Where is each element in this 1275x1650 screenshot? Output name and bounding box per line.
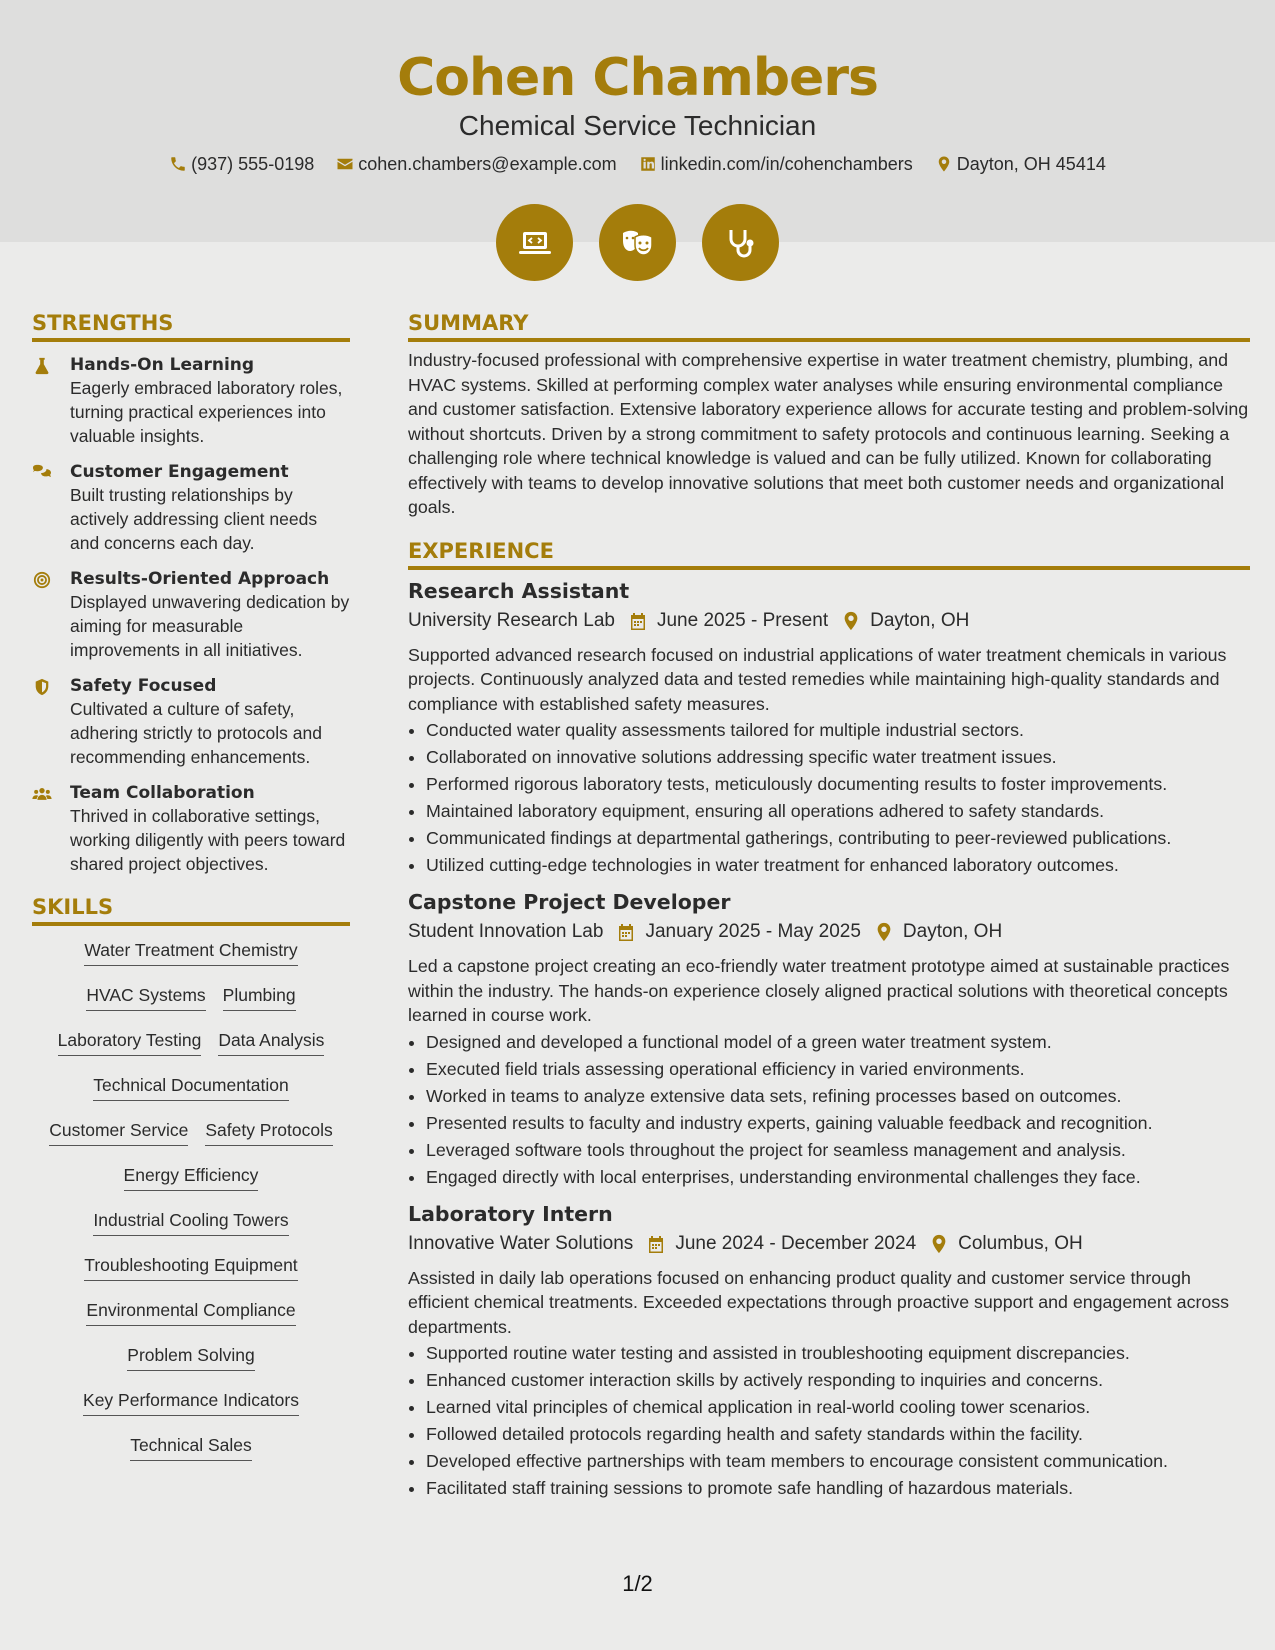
job-meta [408,919,1250,945]
strength-item [32,461,350,555]
job-bullet: • Developed effective partnerships with team members to encourage consistent communication. [426,1448,1250,1475]
skill-tag: Safety Protocols [205,1118,332,1146]
job-dates: June 2024 - December 2024 [675,1232,917,1254]
job-bullet: • Followed detailed protocols regarding health and safety standards within the facility. [426,1421,1250,1448]
job-description: Assisted in daily lab operations focused on enhancing product quality and customer service through efficient chemical treatments. Exceeded expectations through proactive support and engagement across departments. [408,1267,1230,1337]
experience-list [408,578,1250,1503]
skill-tag: Laboratory Testing [58,1028,202,1056]
email-text: cohen.chambers@example.com [358,154,617,174]
job-bullets [408,1340,1250,1502]
skill-tag: Data Analysis [218,1028,324,1056]
skill-row [32,938,350,983]
skills-list [32,938,350,1478]
strength-desc: Thrived in collaborative settings, working diligently with peers toward shared project objectives. [70,806,346,874]
job-bullet: • Supported routine water testing and assisted in troubleshooting equipment discrepancies. [426,1340,1250,1367]
skill-tag: Plumbing [223,983,296,1011]
strength-item [32,354,350,448]
job-entry [408,578,1250,880]
job-org: Innovative Water Solutions [408,1232,634,1254]
strength-desc: Built trusting relationships by actively addressing client needs and concerns each day. [70,485,318,553]
contact-bar [0,151,1275,177]
linkedin-icon [639,155,657,173]
skill-tag: Customer Service [49,1118,188,1146]
skill-row [32,1253,350,1298]
contact-linkedin[interactable] [639,151,913,177]
job-meta [408,1231,1250,1257]
job-title: Capstone Project Developer [408,890,731,914]
strength-title: Safety Focused [70,676,217,696]
map-pin-icon [930,1234,948,1254]
envelope-icon [336,155,354,173]
job-bullet: • Learned vital principles of chemical application in real-world cooling tower scenarios. [426,1394,1250,1421]
skill-tag: Key Performance Indicators [83,1388,299,1416]
calendar-icon [629,611,647,631]
job-bullet: • Engaged directly with local enterprises, understanding environmental challenges they face. [426,1164,1250,1191]
strength-desc: Displayed unwavering dedication by aiming for measurable improvements in all initiatives. [70,592,350,660]
skill-row [32,1388,350,1433]
strength-title: Results-Oriented Approach [70,569,330,589]
skills-heading: SKILLS [32,894,350,926]
calendar-icon [617,922,635,942]
contact-location [935,151,1106,177]
skill-tag: Technical Documentation [93,1073,289,1101]
summary-heading: SUMMARY [408,310,1250,342]
strength-title: Customer Engagement [70,462,289,482]
job-bullet: • Utilized cutting-edge technologies in water treatment for enhanced laboratory outcomes. [426,852,1250,879]
strength-title: Hands-On Learning [70,355,255,375]
users-icon [32,785,52,803]
job-bullet: • Maintained laboratory equipment, ensuring all operations adhered to safety standards. [426,798,1250,825]
skill-row [32,1433,350,1478]
interest-badges [0,204,1275,281]
job-bullet: • Worked in teams to analyze extensive data sets, refining processes based on outcomes. [426,1083,1250,1110]
strength-desc: Eagerly embraced laboratory roles, turning practical experiences into valuable insights. [70,378,343,446]
strength-desc: Cultivated a culture of safety, adhering strictly to protocols and recommending enhancements. [70,699,322,767]
skill-row [32,1028,350,1073]
job-bullet: • Presented results to faculty and industry experts, gaining valuable feedback and recognition. [426,1110,1250,1137]
job-org: Student Innovation Lab [408,921,604,942]
job-title: Research Assistant [408,578,630,603]
job-bullet: • Facilitated staff training sessions to promote safe handling of hazardous materials. [426,1475,1250,1502]
job-description: Led a capstone project creating an eco-friendly water treatment prototype aimed at sustainable practices within the industry. The hands-on experience closely aligned practical solutions with theoretical concepts learned in course work. [408,956,1230,1025]
job-meta [408,608,1250,634]
skill-tag: Energy Efficiency [124,1163,259,1191]
job-dates: January 2025 - May 2025 [645,921,861,942]
job-location: Dayton, OH [870,609,970,631]
job-bullets [408,1029,1250,1191]
skill-tag: Problem Solving [127,1343,254,1371]
theater-masks-icon [599,204,676,281]
job-description: Supported advanced research focused on industrial applications of water treatment chemicals in various projects. Continuously analyzed data and tested remedies while maintaining high-quality standards and compliance with established safety measures. [408,644,1227,714]
left-column [32,310,350,1478]
page-number: 1/2 [622,1571,653,1596]
experience-heading: EXPERIENCE [408,538,1250,570]
job-title: Laboratory Intern [408,1201,613,1226]
candidate-name: Cohen Chambers [397,48,878,108]
contact-email[interactable] [336,151,616,177]
skill-row [32,1208,350,1253]
job-bullet: • Executed field trials assessing operational efficiency in varied environments. [426,1056,1250,1083]
laptop-code-icon [496,204,573,281]
stethoscope-icon [702,204,779,281]
skill-row [32,983,350,1028]
job-bullet: • Enhanced customer interaction skills by actively responding to inquiries and concerns. [426,1367,1250,1394]
job-bullet: • Leveraged software tools throughout the project for seamless management and analysis. [426,1137,1250,1164]
contact-phone[interactable] [169,151,314,177]
shield-icon [32,678,52,696]
job-entry [408,889,1250,1191]
map-pin-icon [875,922,893,942]
map-pin-icon [935,155,953,173]
phone-icon [169,155,187,173]
job-bullet: • Conducted water quality assessments tailored for multiple industrial sectors. [426,717,1250,744]
comments-icon [32,464,52,482]
job-entry [408,1201,1250,1503]
job-location: Columbus, OH [958,1232,1083,1254]
skill-tag: Water Treatment Chemistry [84,938,297,966]
job-title-heading: Chemical Service Technician [458,110,817,141]
job-bullet: • Performed rigorous laboratory tests, meticulously documenting results to foster improvements. [426,771,1250,798]
flask-icon [32,357,52,375]
linkedin-text: linkedin.com/in/cohenchambers [660,154,913,174]
job-org: University Research Lab [408,609,615,631]
skill-row [32,1343,350,1388]
skill-tag: Industrial Cooling Towers [93,1208,288,1236]
right-column [408,310,1250,1512]
strength-item [32,782,350,876]
skill-row [32,1073,350,1118]
phone-text: (937) 555-0198 [191,154,315,174]
job-bullet: • Designed and developed a functional model of a green water treatment system. [426,1029,1250,1056]
skill-tag: Troubleshooting Equipment [84,1253,297,1281]
skill-row [32,1163,350,1208]
skill-tag: Environmental Compliance [86,1298,295,1326]
skill-row [32,1118,350,1163]
strength-item [32,675,350,769]
job-bullets [408,717,1250,879]
map-pin-icon [842,611,860,631]
location-text: Dayton, OH 45414 [956,154,1106,174]
job-location: Dayton, OH [902,921,1003,942]
strengths-heading: STRENGTHS [32,310,350,342]
calendar-icon [647,1234,665,1254]
summary-text: Industry-focused professional with comprehensive expertise in water treatment chemistry, plumbing, and HVAC systems. Skilled at performing complex water analyses while ensuring environmental compliance and customer satisfaction. Extensive laboratory experience allows for accurate testing and problem-solving without shortcuts. Driven by a strong commitment to safety protocols and continuous learning. Seeking a challenging role where technical knowledge is valued and can be fully utilized. Known for collaborating effectively with teams to develop innovative solutions that meet both customer needs and organizational goals. [408,350,1249,517]
target-icon [32,571,52,589]
skill-tag: Technical Sales [130,1433,252,1461]
skill-row [32,1298,350,1343]
job-dates: June 2025 - Present [656,609,829,631]
strength-item [32,568,350,662]
job-bullet: • Collaborated on innovative solutions addressing specific water treatment issues. [426,744,1250,771]
skill-tag: HVAC Systems [86,983,205,1011]
strength-title: Team Collaboration [70,783,255,803]
job-bullet: • Communicated findings at departmental gatherings, contributing to peer-reviewed publications. [426,825,1250,852]
